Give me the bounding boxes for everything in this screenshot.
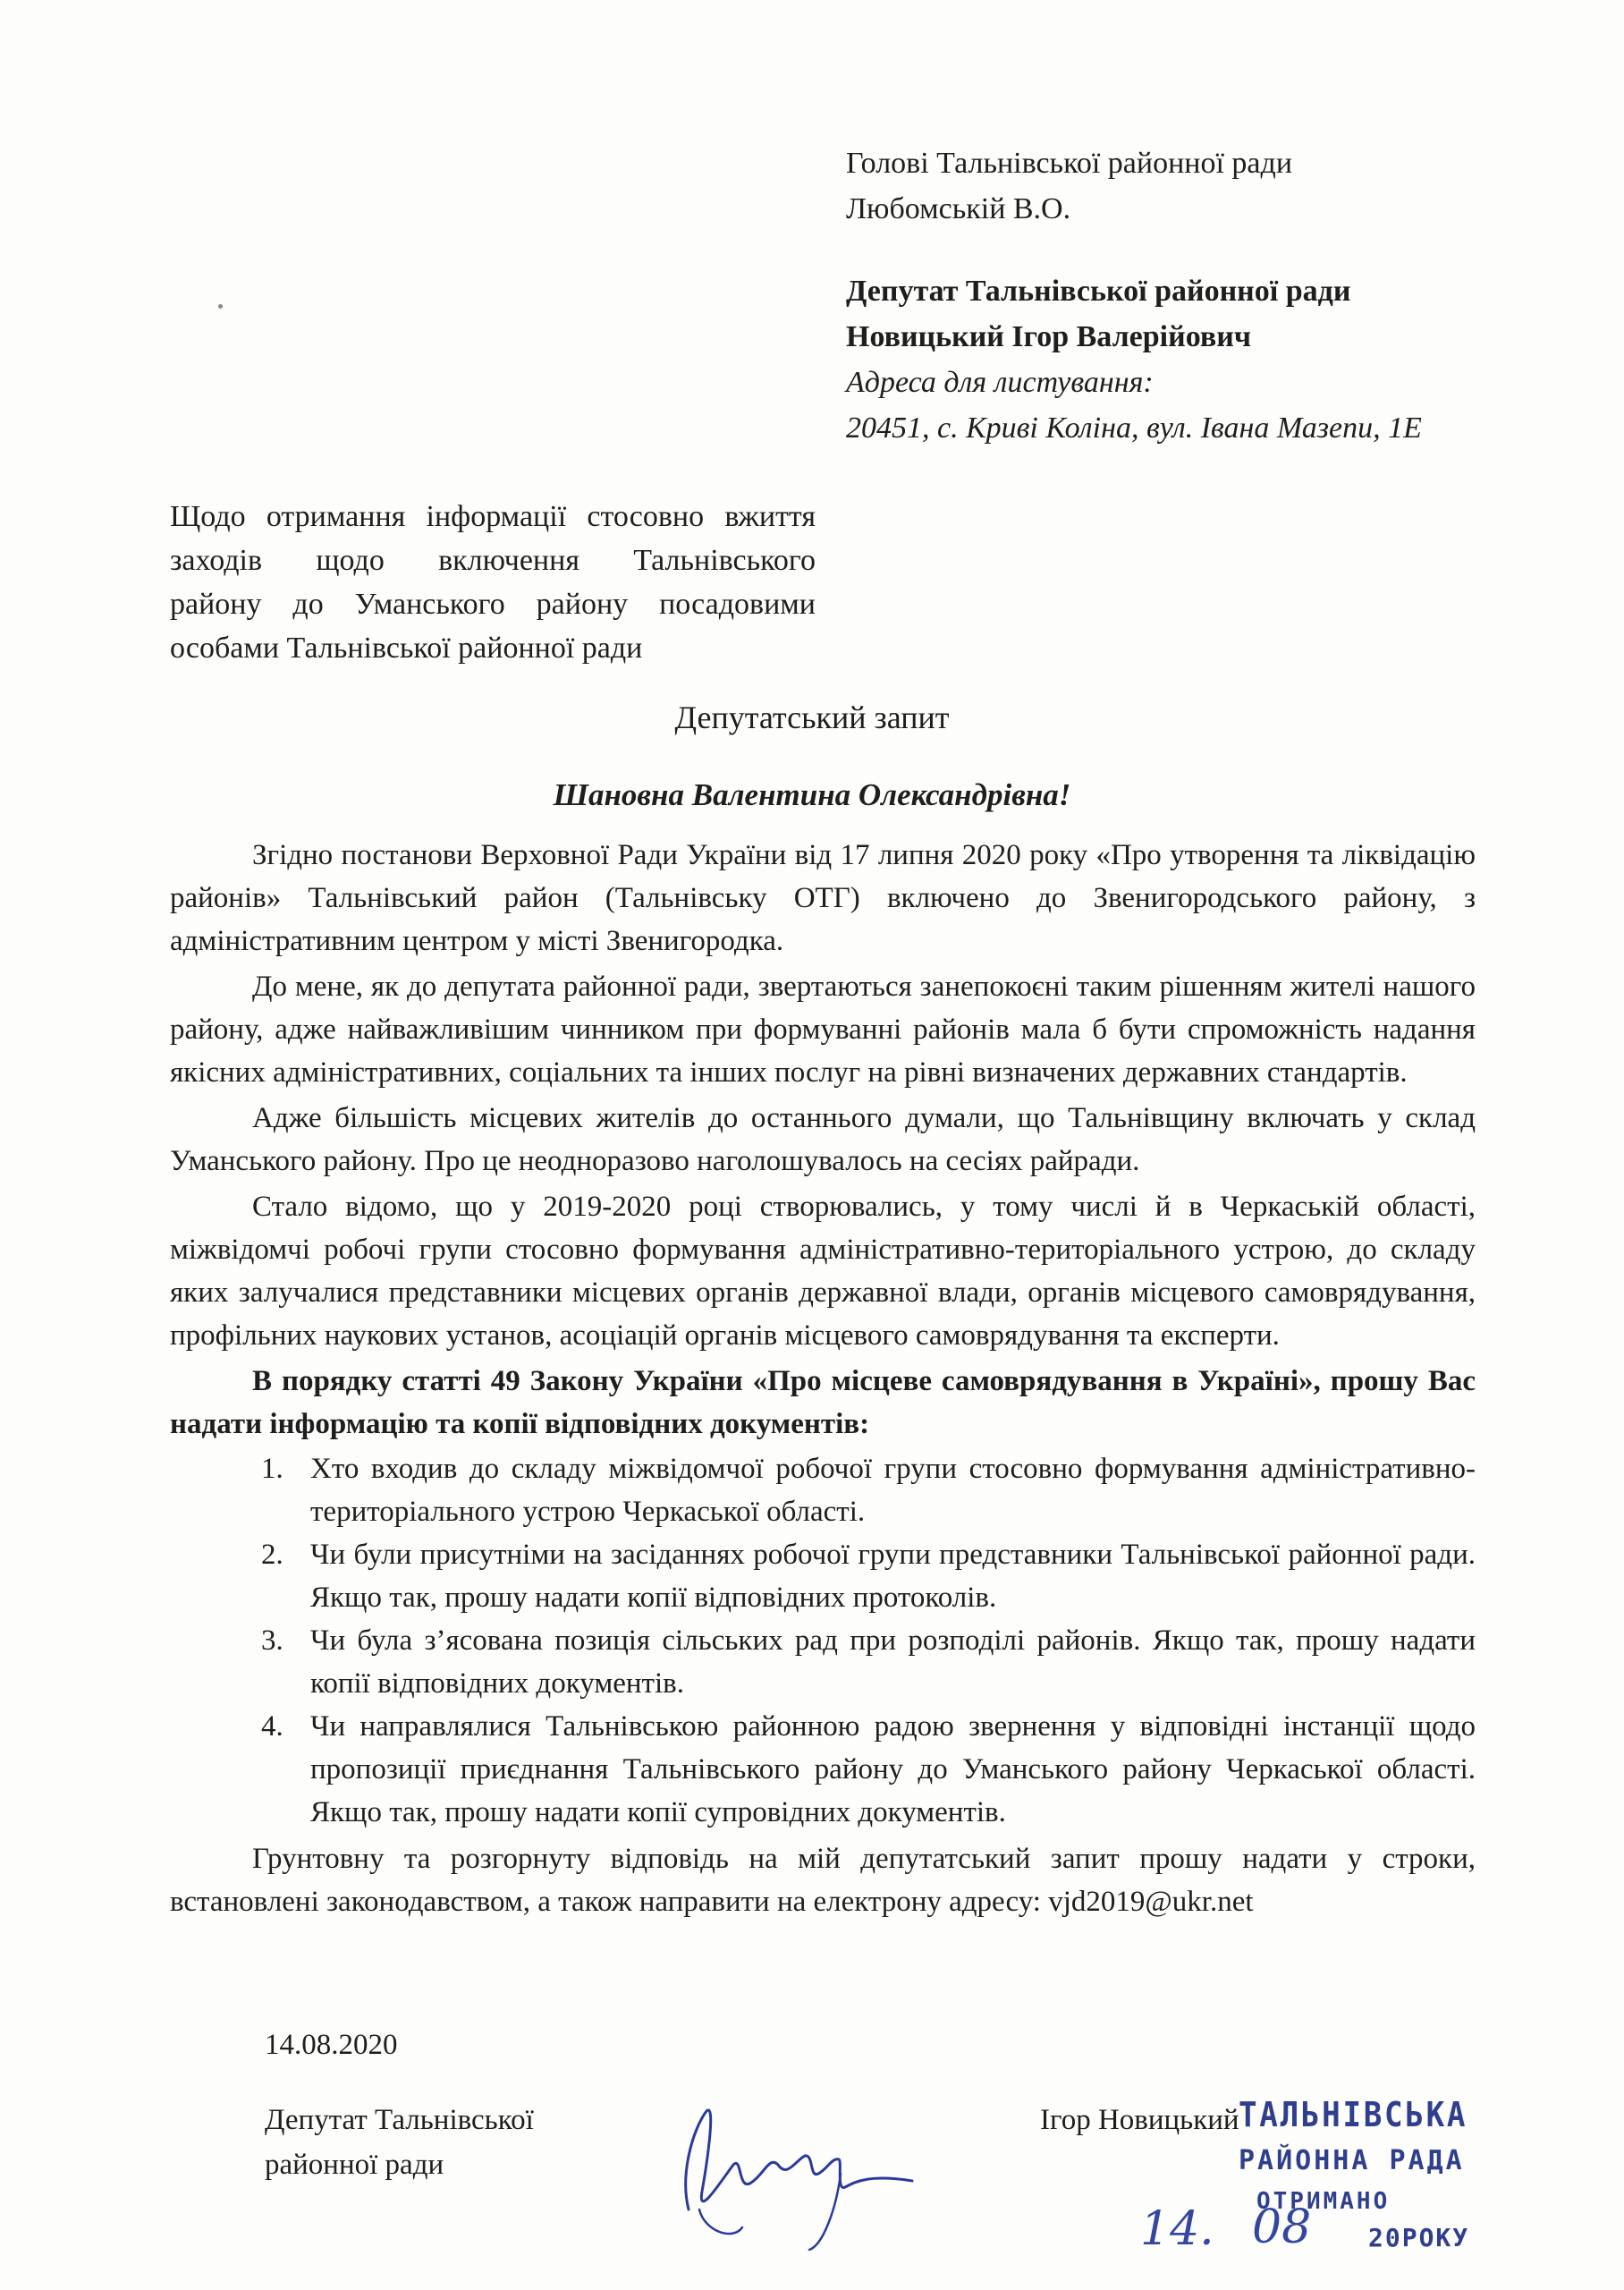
stamp-line-2: РАЙОННА РАДА	[1239, 2145, 1465, 2176]
stamp-line-1: ТАЛЬНІВСЬКА	[1239, 2095, 1468, 2134]
body-paragraph: Адже більшість місцевих жителів до останнього думали, що Тальнівщину включать у склад Уманського району. Про це неодноразово наголошувалось на сесіях райради.	[170, 1102, 1476, 1177]
scan-speck	[218, 304, 223, 309]
list-item	[170, 1619, 1476, 1705]
list-item	[170, 1705, 1476, 1834]
signatory-title-line-2: районної ради	[265, 2149, 444, 2181]
sender-address: 20451, с. Криві Коліна, вул. Івана Мазепи, 1Е	[846, 411, 1422, 445]
subject-line: Щодо отримання інформації стосовно вжиття	[170, 500, 816, 533]
subject-line: району до Уманського району посадовими	[170, 588, 816, 621]
list-item	[170, 1447, 1476, 1533]
document-body	[170, 834, 1476, 1923]
stamp-line-3: ОТРИМАНО	[1256, 2188, 1391, 2215]
signatory-title-line-1: Депутат Тальнівської	[265, 2104, 534, 2136]
closing-paragraph: Грунтовну та розгорнуту відповідь на мій депутатський запит прошу надати у строки, встановлені законодавством, а також направити на електрону адресу: vjd2019@ukr.net	[170, 1843, 1476, 1918]
request-list	[170, 1447, 1476, 1834]
handwritten-signature	[653, 2075, 921, 2254]
list-item-number: 2.	[261, 1539, 283, 1571]
body-paragraph: Стало відомо, що у 2019-2020 році створювались, у тому числі й в Черкаській області, міжвідомчі робочі групи стосовно формування адміністративно-територіального устрою, до складу яких залучалися представники місцевих органів державної влади, органів місцевого самоврядування, профільних наукових установ, асоціацій органів місцевого самоврядування та експерти.	[170, 1191, 1476, 1352]
body-paragraph: До мене, як до депутата районної ради, звертаються занепокоєні таким рішенням жителі нашого району, адже найважливішим чинником при формуванні районів мала б бути спроможність надання якісних адміністративних, соціальних та інших послуг на рівні визначених державних стандартів.	[170, 971, 1476, 1089]
list-item-text: Хто входив до складу міжвідомчої робочої групи стосовно формування адміністративно-територіального устрою Черкаської області.	[310, 1453, 1476, 1528]
subject-block	[170, 495, 816, 670]
addressee-block	[846, 140, 1526, 232]
list-item-number: 4.	[261, 1710, 283, 1743]
list-item	[170, 1533, 1476, 1619]
request-intro: В порядку статті 49 Закону України «Про місцеве самоврядування в Україні», прошу Вас надати інформацію та копії відповідних документів:	[170, 1365, 1476, 1440]
received-stamp	[1140, 2093, 1516, 2263]
sender-address-label: Адреса для листування:	[846, 366, 1154, 399]
document-date: 14.08.2020	[265, 2029, 398, 2061]
list-item-number: 1.	[261, 1453, 283, 1485]
greeting: Шановна Валентина Олександрівна!	[553, 777, 1071, 812]
list-item-text: Чи були присутніми на засіданнях робочої групи представники Тальнівської районної ради. Якщо так, прошу надати копії відповідних протоколів.	[310, 1539, 1476, 1614]
list-item-number: 3.	[261, 1624, 283, 1657]
subject-line: особами Тальнівської районної ради	[170, 632, 643, 665]
stamp-year-handwritten: 20	[1368, 2223, 1402, 2252]
sender-name: Новицький Ігор Валерійович	[846, 320, 1251, 353]
list-item-text: Чи направлялися Тальнівською районною радою звернення у відповідні інстанції щодо пропозиції приєднання Тальнівського району до Уманського району Черкаської області. Якщо так, прошу надати копії супровідних документів.	[310, 1710, 1476, 1828]
document-title: Депутатський запит	[674, 700, 950, 735]
addressee-line-1: Голові Тальнівської районної ради	[846, 147, 1293, 180]
stamp-handwritten-day: 14.	[1140, 2202, 1214, 2256]
signatory-name: Ігор Новицький	[1040, 2104, 1239, 2136]
body-paragraph: Згідно постанови Верховної Ради України від 17 липня 2020 року «Про утворення та ліквідацію районів» Тальнівський район (Тальнівську ОТГ) включено до Звенигородського району, з адміністративним центром у місті Звенигородка.	[170, 839, 1476, 957]
subject-line: заходів щодо включення Тальнівського	[170, 544, 816, 577]
signatory-title	[265, 2098, 534, 2187]
addressee-line-2: Любомській В.О.	[846, 192, 1071, 225]
list-item-text: Чи була з’ясована позиція сільських рад при розподілі районів. Якщо так, прошу надати копії відповідних документів.	[310, 1624, 1476, 1700]
stamp-year-suffix: РОКУ	[1401, 2223, 1470, 2252]
stamp-handwritten-month: 08	[1252, 2201, 1312, 2254]
stamp-year	[1368, 2223, 1469, 2252]
sender-position: Депутат Тальнівської районної ради	[846, 275, 1351, 308]
sender-block	[846, 268, 1561, 451]
